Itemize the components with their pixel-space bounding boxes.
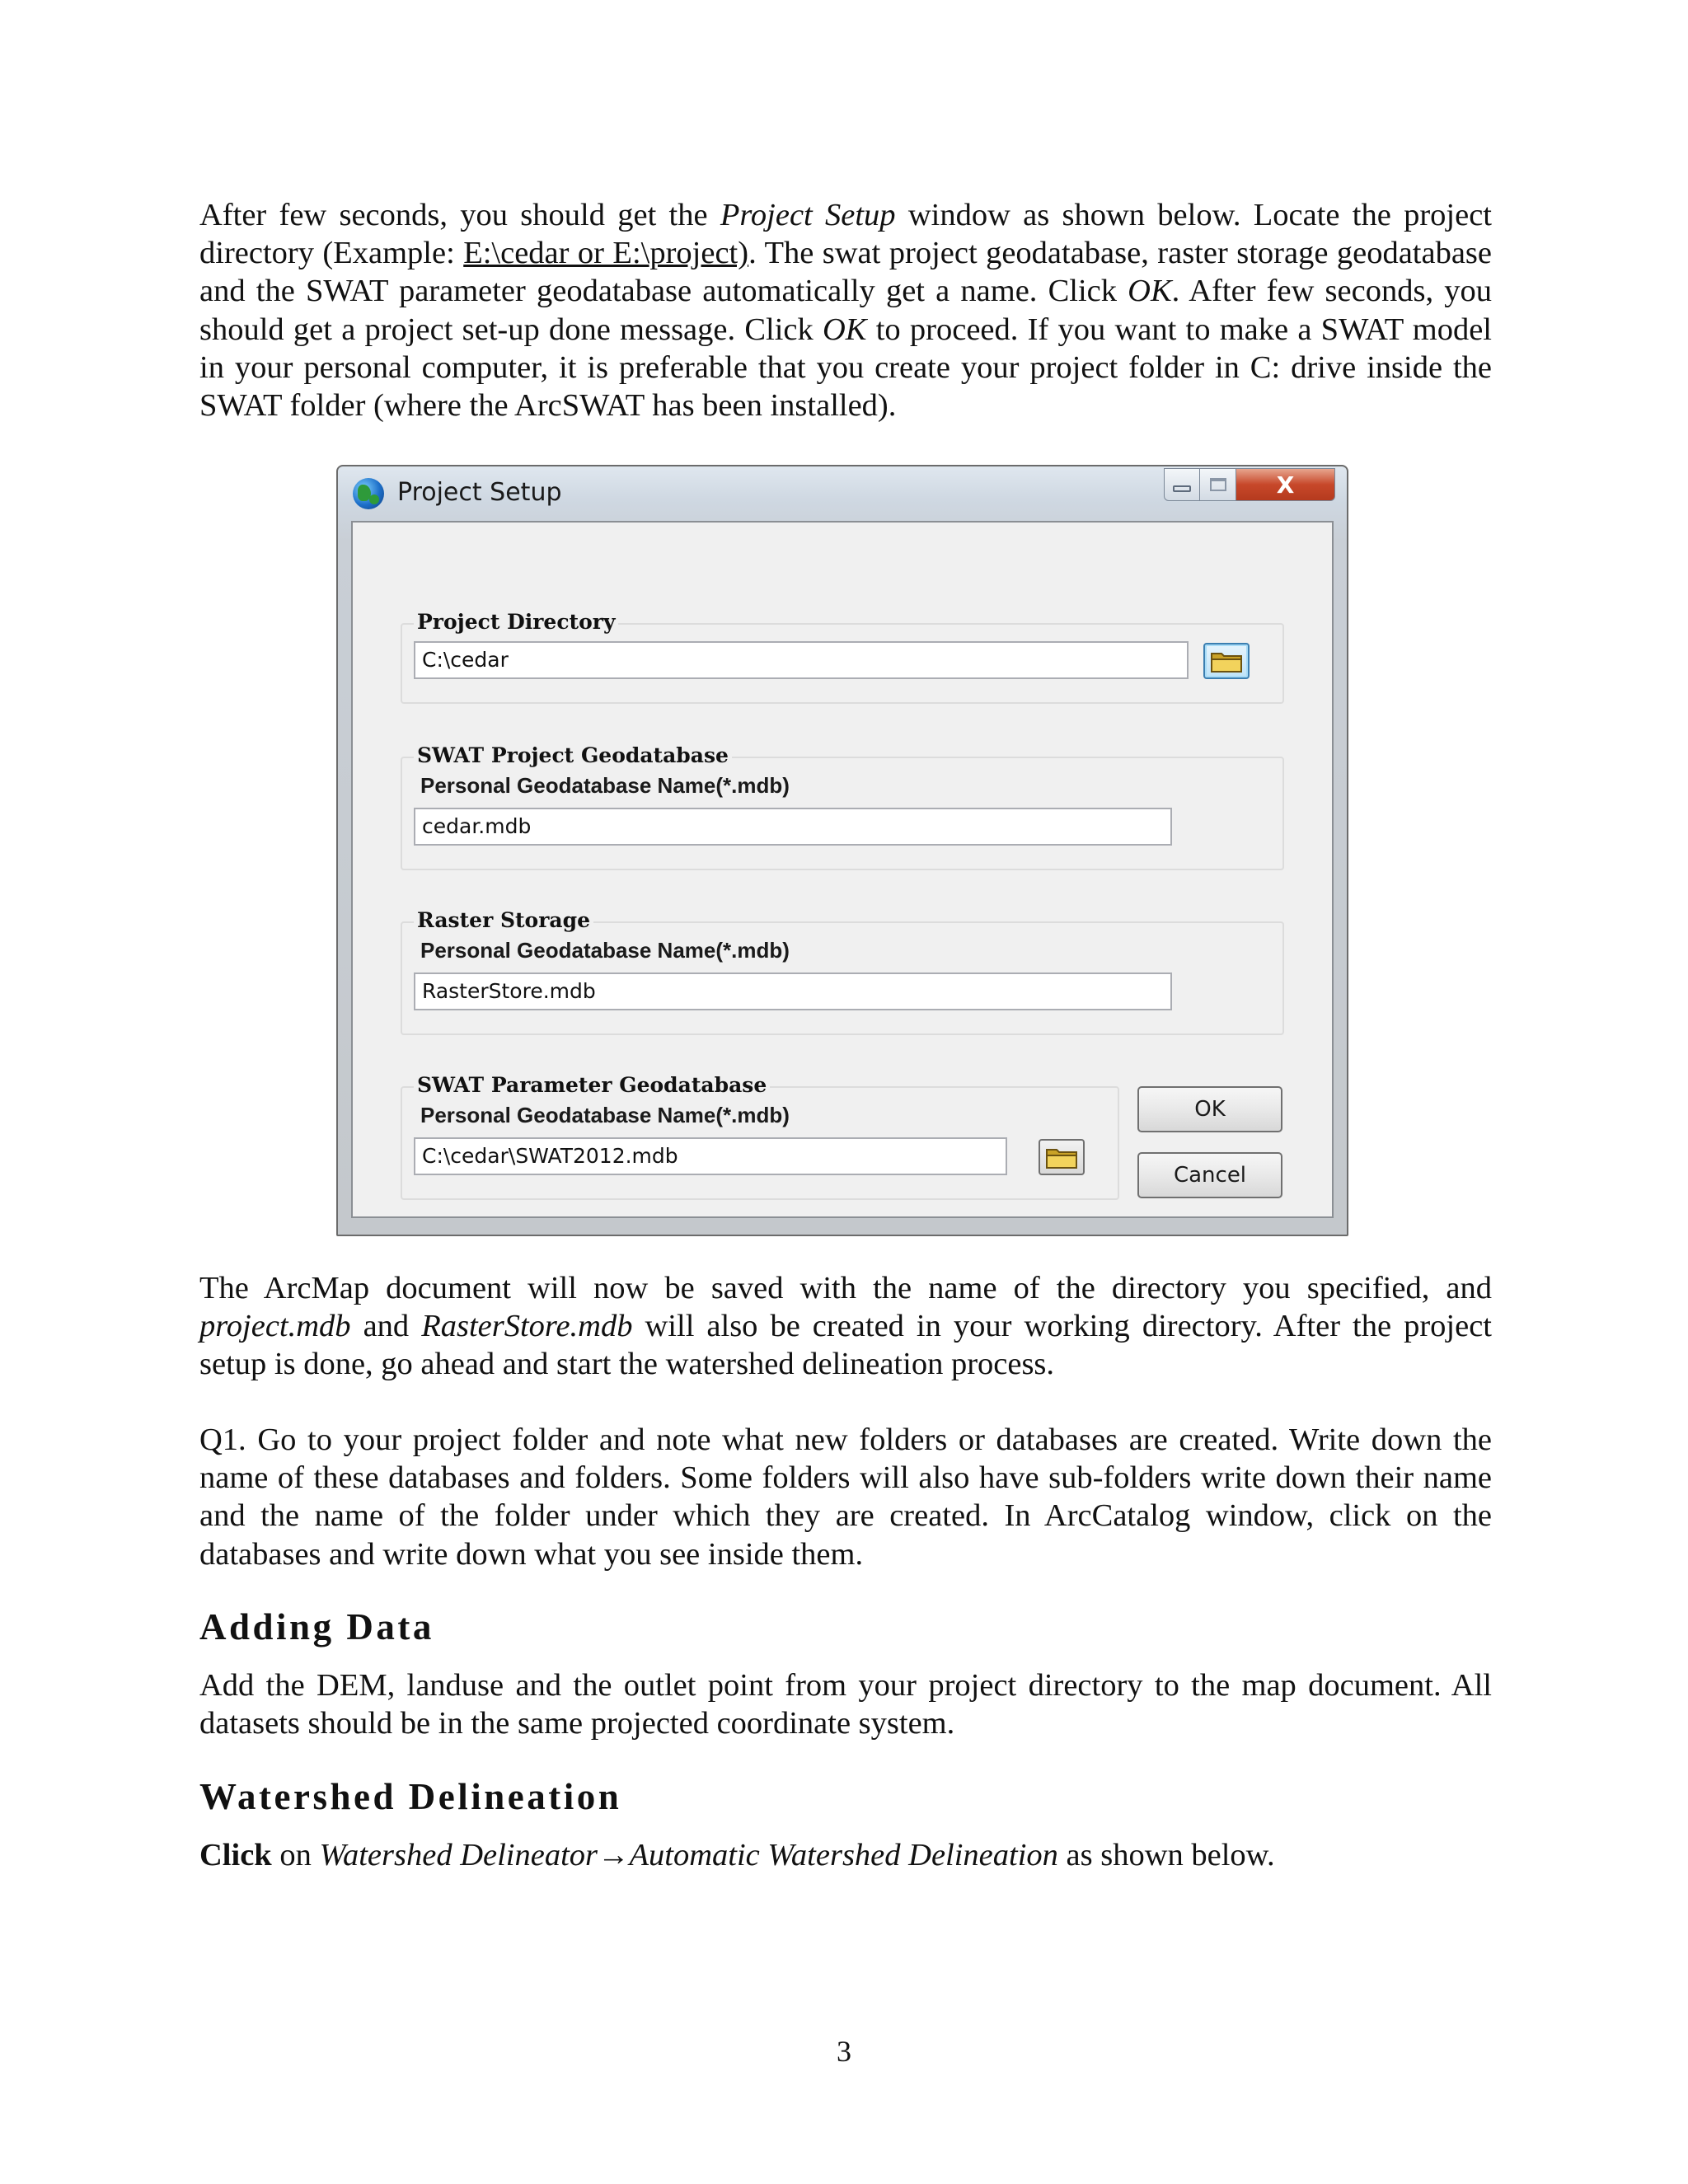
project-directory-input[interactable]: C:\cedar [414, 641, 1189, 679]
project-setup-dialog [336, 465, 1348, 1236]
globe-icon [353, 478, 384, 509]
dialog-client-area [351, 521, 1334, 1218]
watershed-delineation-heading: Watershed Delineation [199, 1776, 622, 1817]
swat-param-gdb-browse-button[interactable] [1039, 1139, 1085, 1175]
minimize-icon [1173, 485, 1191, 492]
cancel-button[interactable]: Cancel [1137, 1152, 1282, 1198]
swat-project-gdb-input[interactable]: cedar.mdb [414, 808, 1172, 846]
intro-paragraph: After few seconds, you should get the Project Setup window as shown below. Locate the project directory (Example: E:\cedar or E:\project). The swat project geodatabase, raster storage geodatabase and the SWAT parameter geodatabase automatically get a name. Click OK. After few seconds, you should get a project set-up done message. Click OK to proceed. If you want to make a SWAT model in your personal computer, it is preferable that you create your project folder in C: drive inside the SWAT folder (where the ArcSWAT has been installed). [199, 198, 1492, 424]
raster-storage-input[interactable]: RasterStore.mdb [414, 972, 1172, 1010]
project-directory-browse-button[interactable] [1203, 643, 1250, 679]
adding-data-paragraph: Add the DEM, landuse and the outlet point from your project directory to the map document. All datasets should be in the same projected coordinate system. [199, 1668, 1492, 1741]
maximize-button[interactable] [1200, 468, 1236, 501]
folder-icon [1210, 649, 1243, 673]
swat-param-gdb-input[interactable]: C:\cedar\SWAT2012.mdb [414, 1137, 1007, 1175]
example-path-link: E:\cedar or E:\project) [463, 236, 749, 271]
swat-parameter-geodatabase-group [401, 1073, 1119, 1200]
swat-param-gdb-field-label: Personal Geodatabase Name(*.mdb) [420, 1103, 790, 1127]
maximize-icon [1210, 478, 1226, 491]
dialog-title: Project Setup [397, 478, 562, 507]
close-button[interactable] [1236, 468, 1335, 501]
close-icon: X [1276, 471, 1295, 499]
question-paragraph: Q1. Go to your project folder and note what new folders or databases are created. Write down the name of these databases and folders. Some folders will also have sub-folders write down their name and the name of the folder under which they are created. In ArcCatalog window, click on the databases and write down what you see inside them. [199, 1422, 1492, 1572]
raster-storage-label: Raster Storage [414, 908, 593, 932]
swat-project-geodatabase-label: SWAT Project Geodatabase [414, 743, 732, 767]
raster-storage-field-label: Personal Geodatabase Name(*.mdb) [420, 938, 790, 963]
swat-project-geodatabase-group [401, 743, 1284, 870]
raster-storage-group [401, 908, 1284, 1035]
watershed-instruction: Click on Watershed Delineator→Automatic Watershed Delineation as shown below. [199, 1838, 1275, 1872]
dialog-titlebar[interactable] [338, 466, 1347, 519]
arrow-icon: → [598, 1838, 630, 1872]
adding-data-heading: Adding Data [199, 1606, 434, 1647]
folder-icon [1045, 1145, 1078, 1169]
project-directory-group [401, 610, 1284, 704]
project-directory-label: Project Directory [414, 610, 618, 634]
minimize-button[interactable] [1164, 468, 1200, 501]
page-number: 3 [837, 2035, 851, 2068]
swat-parameter-geodatabase-label: SWAT Parameter Geodatabase [414, 1073, 770, 1097]
swat-project-gdb-field-label: Personal Geodatabase Name(*.mdb) [420, 773, 790, 798]
ok-button[interactable]: OK [1137, 1086, 1282, 1132]
caption-buttons [1164, 468, 1335, 504]
after-setup-paragraph: The ArcMap document will now be saved with the name of the directory you specified, and project.mdb and RasterStore.mdb will also be created in your working directory. After the project setup is done, go ahead and start the watershed delineation process. [199, 1271, 1492, 1382]
